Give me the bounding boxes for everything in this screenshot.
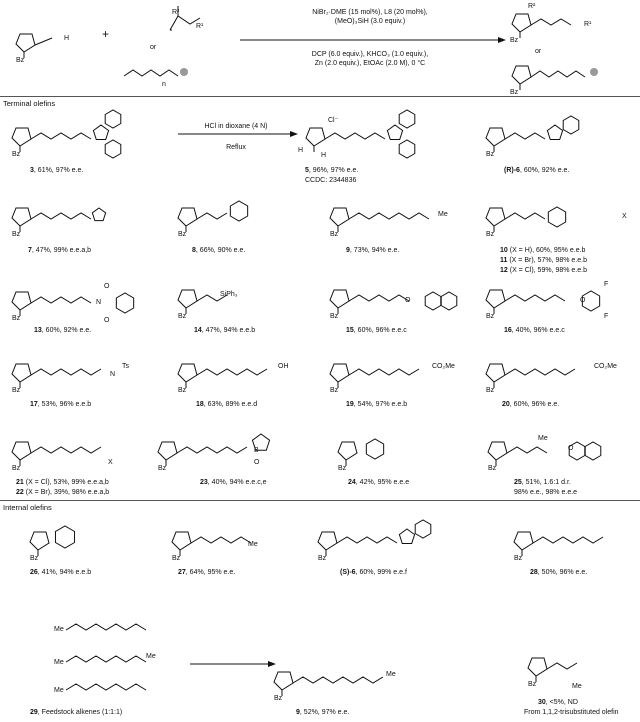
pyrrolidine-14 [178, 290, 197, 308]
bz-17: Bz [12, 387, 21, 394]
me-29a: Me [54, 626, 64, 633]
naphthyl-ring-a-15 [425, 292, 441, 310]
product2-pyrrolidine [512, 66, 531, 84]
aryl-ring-10 [548, 207, 565, 227]
caption-8: 8, 66%, 90% e.e. [192, 247, 246, 254]
pyrrolidine-18 [178, 364, 197, 382]
pyrrolidine-28 [514, 532, 533, 550]
chain-15 [349, 295, 409, 301]
caption-6s: (S)-6, 60%, 99% e.e.f [340, 569, 407, 576]
pyrrolidine-7 [12, 208, 31, 226]
caption-19: 19, 54%, 97% e.e.b [346, 401, 408, 408]
arrow-head [498, 37, 506, 43]
naphthyl-ring-b-15 [441, 292, 457, 310]
me-30: Me [572, 683, 582, 690]
caption-17: 17, 53%, 96% e.e.b [30, 401, 92, 408]
chain-19 [349, 369, 419, 375]
x-21: X [108, 459, 113, 466]
pyrrolidine-13 [12, 292, 31, 310]
bz-10: Bz [486, 231, 495, 238]
c-h-bond [35, 38, 52, 45]
bz-7: Bz [12, 231, 21, 238]
chain-13 [31, 297, 91, 303]
chain-16 [505, 295, 565, 301]
or-product-label: or [535, 48, 542, 55]
bz-25: Bz [488, 465, 497, 472]
chain-25 [507, 447, 547, 453]
pyrrolidine-3 [12, 128, 31, 146]
caption-7: 7, 47%, 99% e.e.a,b [28, 247, 92, 254]
ccdc-label: CCDC: 2344836 [305, 177, 357, 184]
chain-9b [293, 677, 383, 683]
chain-8 [197, 213, 227, 219]
caption-6r: (R)-6, 60%, 92% e.e. [504, 167, 570, 174]
h2-ammonium: H [321, 152, 327, 159]
bz-14: Bz [178, 313, 187, 320]
h-ammonium: H [298, 147, 304, 154]
chain-3 [31, 133, 91, 139]
h-label: H [64, 35, 70, 42]
caption-5: 5, 96%, 97% e.e. [305, 167, 359, 174]
caption-18: 18, 63%, 89% e.e.d [196, 401, 258, 408]
chain-20 [505, 369, 575, 375]
caption-14: 14, 47%, 94% e.e.b [194, 327, 256, 334]
r2-product-label: R² [528, 3, 536, 10]
caption-11: 11 (X = Br), 57%, 98% e.e.b [500, 257, 587, 264]
bz-8: Bz [178, 231, 187, 238]
phthalimide-ring-13 [116, 293, 133, 313]
caption-9b: 9, 52%, 97% e.e. [296, 709, 350, 716]
bz-24: Bz [338, 465, 347, 472]
b-23: B [254, 447, 259, 454]
bz-30: Bz [528, 681, 537, 688]
chain-21 [31, 447, 101, 453]
co2me-20: CO₂Me [594, 363, 617, 370]
product-chain [531, 19, 571, 25]
pyrrolidine-25 [488, 442, 507, 460]
me-9: Me [438, 211, 448, 218]
section-terminal-olefins: Terminal olefins [3, 99, 56, 108]
carbazole-ring-a-5 [399, 110, 415, 128]
substrate-pyrrolidine [16, 34, 35, 52]
condition-line-1: NiBr₂·DME (15 mol%), L8 (20 mol%), [312, 9, 428, 16]
o-23: O [254, 459, 260, 466]
indole-ring-6s [399, 529, 414, 543]
alkene-29b [66, 656, 146, 662]
siph3-14: SiPh₃ [220, 291, 238, 298]
bz-product2-label: Bz [510, 89, 519, 96]
pyrrolidine-6r [486, 128, 505, 146]
chain-5 [325, 133, 385, 139]
cyclohexyl-26 [55, 526, 74, 548]
pyrrolidine-23 [158, 442, 177, 460]
bz-19: Bz [330, 387, 339, 394]
chain-18 [197, 369, 267, 375]
r2-label: R² [172, 9, 180, 16]
chain-27 [191, 537, 251, 543]
condition-line-4: Zn (2.0 equiv.), EtOAc (2.0 M), 0 °C [314, 60, 426, 67]
me-9b: Me [386, 671, 396, 678]
caption-9: 9, 73%, 94% e.e. [346, 247, 400, 254]
bz-27: Bz [172, 555, 181, 562]
internal-alkene-chain [124, 70, 178, 76]
pyrrolidinium-5 [306, 128, 325, 146]
indole-ring-6r [547, 125, 562, 139]
mid-divider [0, 500, 640, 501]
x-10: X [622, 213, 627, 220]
condition-line-3: DCP (6.0 equiv.), KHCO₃ (1.0 equiv.), [311, 51, 429, 58]
caption-28: 28, 50%, 96% e.e. [530, 569, 588, 576]
deprotection-condition: Reflux [226, 144, 246, 151]
caption-3: 3, 61%, 97% e.e. [30, 167, 84, 174]
alkene-29c [66, 684, 146, 690]
caption-23: 23, 40%, 94% e.e.c,e [200, 479, 267, 486]
pyrrolidine-6s [318, 532, 337, 550]
caption-25-ee: 98% e.e., 98% e.e.e [514, 489, 578, 496]
alkene-29a [66, 624, 146, 630]
bz-26: Bz [30, 555, 39, 562]
pyrrolidine-21 [12, 442, 31, 460]
deprotection-arrow-head [290, 131, 298, 137]
pyrrolidine-16 [486, 290, 505, 308]
pyrrolidine-9b [274, 672, 293, 690]
caption-15: 15, 60%, 96% e.e.c [346, 327, 407, 334]
bz-product-label: Bz [510, 37, 519, 44]
deprotection-reagent: HCl in dioxane (4 N) [204, 123, 268, 130]
me-29c: Me [146, 653, 156, 660]
n-label: n [162, 81, 166, 88]
bz-28: Bz [514, 555, 523, 562]
bz-13: Bz [12, 315, 21, 322]
caption-29: 29, Feedstock alkenes (1:1:1) [30, 709, 123, 716]
pyrrolidine-24 [338, 442, 357, 460]
carbazole-ring-a-3 [105, 110, 121, 128]
cyclohexyl-24 [366, 439, 383, 459]
me-29b: Me [54, 659, 64, 666]
chain-17 [31, 369, 101, 375]
cyclohexyl-8 [230, 201, 247, 221]
caption-20: 20, 60%, 96% e.e. [502, 401, 560, 408]
bz-23: Bz [158, 465, 167, 472]
resin-bead [180, 68, 188, 76]
caption-26: 26, 41%, 94% e.e.b [30, 569, 92, 576]
carbazole-ring-b-5 [399, 140, 415, 158]
bz-6s: Bz [318, 555, 327, 562]
feedstock-arrow-head [268, 661, 276, 667]
r1-product-label: R¹ [584, 21, 592, 28]
f-16b: F [604, 313, 609, 320]
or-label: or [150, 44, 157, 51]
bz-21: Bz [12, 465, 21, 472]
n-13: N [96, 299, 102, 306]
o-13a: O [104, 283, 110, 290]
oh-18: OH [278, 363, 289, 370]
indole-benzo-6r [563, 116, 579, 134]
nh-17: N [110, 371, 116, 378]
me-25: Me [538, 435, 548, 442]
bz-20: Bz [486, 387, 495, 394]
o-15: O [405, 297, 411, 304]
f-16a: F [604, 281, 609, 288]
product-pyrrolidine [512, 14, 531, 32]
o-13b: O [104, 317, 110, 324]
top-divider [0, 96, 640, 97]
product-bead [590, 68, 598, 76]
condition-line-2: (MeO)₃SiH (3.0 equiv.) [334, 18, 406, 25]
co2me-19: CO₂Me [432, 363, 455, 370]
o-25: O [568, 445, 574, 452]
carbazole-core-3 [93, 125, 108, 139]
caption-27: 27, 64%, 95% e.e. [178, 569, 236, 576]
me-27: Me [248, 541, 258, 548]
section-internal-olefins: Internal olefins [3, 503, 52, 512]
bz-6r: Bz [486, 151, 495, 158]
caption-13: 13, 60%, 92% e.e. [34, 327, 92, 334]
chain-23 [177, 447, 247, 453]
pyrrolidine-20 [486, 364, 505, 382]
pyrrolidine-9 [330, 208, 349, 226]
carbazole-core-5 [387, 125, 402, 139]
ts-17: Ts [122, 363, 129, 370]
bz-15: Bz [330, 313, 339, 320]
caption-10: 10 (X = H), 60%, 95% e.e.b [500, 247, 586, 254]
pyrrolidine-15 [330, 290, 349, 308]
bz-9b: Bz [274, 695, 283, 702]
pyrrolidine-30 [528, 658, 547, 676]
chain-28 [533, 537, 603, 543]
caption-24: 24, 42%, 95% e.e.e [348, 479, 410, 486]
chain-10 [505, 213, 545, 219]
caption-22: 22 (X = Br), 39%, 98% e.e.a,b [16, 489, 110, 496]
chloride-label: Cl⁻ [328, 117, 339, 124]
indole-benzo-6s [415, 520, 431, 538]
pyrrolidine-27 [172, 532, 191, 550]
pyrrolidine-10 [486, 208, 505, 226]
caption-12: 12 (X = Cl), 59%, 98% e.e.b [500, 267, 587, 274]
bz-3: Bz [12, 151, 21, 158]
pyrrolidine-26 [30, 532, 49, 550]
o-16: O [580, 297, 586, 304]
caption-30-note: From 1,1,2-trisubstituted olefin [524, 709, 619, 716]
chain-6r [505, 133, 545, 139]
furan-ring-7 [92, 208, 105, 221]
bz-label: Bz [16, 57, 25, 64]
caption-16: 16, 40%, 96% e.e.c [504, 327, 565, 334]
plus-sign: + [102, 27, 110, 41]
caption-21: 21 (X = Cl), 53%, 99% e.e.a,b [16, 479, 109, 486]
carbazole-ring-b-3 [105, 140, 121, 158]
bz-18: Bz [178, 387, 187, 394]
chain-6s [337, 537, 397, 543]
bz-9: Bz [330, 231, 339, 238]
product2-chain [531, 71, 585, 77]
caption-25: 25, 51%, 1.6:1 d.r. [514, 479, 571, 486]
chain-9 [349, 213, 429, 219]
chain-7 [31, 213, 91, 219]
pyrrolidine-17 [12, 364, 31, 382]
bz-16: Bz [486, 313, 495, 320]
me-29d: Me [54, 687, 64, 694]
pyrrolidine-19 [330, 364, 349, 382]
r1-label: R¹ [196, 23, 204, 30]
pyrrolidine-8 [178, 208, 197, 226]
naphthyl-ring-b-25 [585, 442, 601, 460]
caption-30: 30, <5%, ND [538, 699, 578, 706]
chain-30 [547, 663, 577, 669]
